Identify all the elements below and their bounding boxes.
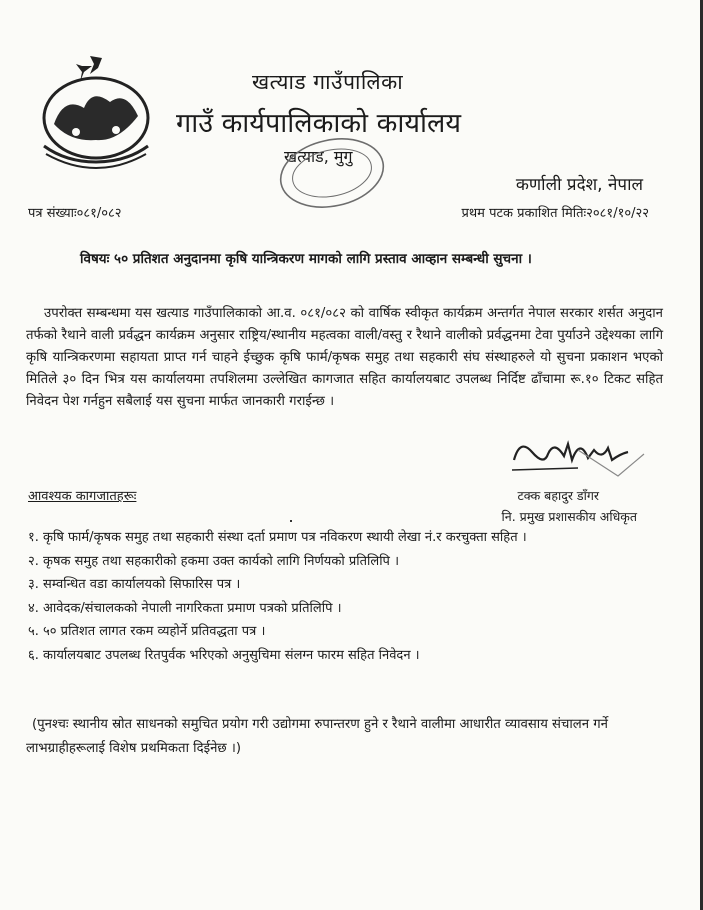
list-item: ३. सम्वन्धित वडा कार्यालयको सिफारिस पत्र । [28,577,241,593]
list-item: २. कृषक समुह तथा सहकारीको हकमा उक्त कार्यको लागि निर्णयको प्रतिलिपि । [28,553,400,569]
list-item: ५. ५० प्रतिशत लागत रकम व्यहोर्ने प्रतिवद्धता पत्र । [28,624,266,640]
office-name: गाउँ कार्यपालिकाको कार्यालय [176,108,461,139]
reference-number: पत्र संख्याः०८१/०८२ [28,206,122,221]
list-item: १. कृषि फार्म/कृषक समुह तथा सहकारी संस्था दर्ता प्रमाण पत्र नविकरण स्थायी लेखा नं.र करचुक्ता सहित । [28,530,527,545]
nepal-emblem-icon [26,50,166,170]
list-item: ६. कार्यालयबाट उपलब्ध रितपुर्वक भरिएको अनुसुचिमा संलग्न फारम सहित निवेदन । [28,647,420,663]
signatory-name: टक्क बहादुर डाँगर [517,488,599,503]
footnote-postscript: (पुनश्चः स्थानीय स्रोत साधनको समुचित प्रयोग गरी उद्योगमा रुपान्तरण हुने र रैथाने वालीमा आधारीत व्यावसाय संचालन गर्ने लाभग्राहीहरूलाई विशेष प्रथमिकता दिईनेछ ।) [26,717,608,756]
required-documents-list [28,527,527,669]
office-stamp [272,133,390,213]
notice-body: उपरोक्त सम्बन्धमा यस खत्याड गाउँपालिकाको आ.व. ०८१/०८२ को वार्षिक स्वीकृत कार्यक्रम अन्तर्गत नेपाल सरकार शर्सत अनुदान तर्फको रैथाने वाली प्रर्वद्धन कार्यक्रम अनुसार राष्ट्रिय/स्थानीय महत्वका वाली/वस्तु र रैथाने वालीको प्रर्वद्धनमा टेवा पुर्याउने उद्देश्यका लागि कृषि यान्त्रिकरणमा सहायता प्राप्त गर्न चाहने ईच्छुक कृषि फार्म/कृषक समुह तथा सहकारी संघ संस्थाहरुले यो सुचना प्रकाशन भएको मितिले ३० दिन भित्र यस कार्यालयमा तपशिलमा उल्लेखित कागजात सहित कार्यालयबाट उपलब्ध निर्दिष्ट ढाँचामा रू.१० टिकट सहित निवेदन पेश गर्नहुन सबैलाई यस सुचना मार्फत जानकारी गराईन्छ । [26,306,663,409]
required-documents-heading: आवश्यक कागजातहरूः [28,489,137,504]
province-name: कर्णाली प्रदेश, नेपाल [515,175,643,195]
ink-mark [290,520,292,522]
signature [508,430,648,486]
municipality-name: खत्याड गाउँपालिका [252,70,404,94]
published-date: प्रथम पटक प्रकाशित मितिः२०८१/१०/२२ [461,206,649,221]
list-item: ४. आवेदक/संचालकको नेपाली नागरिकता प्रमाण पत्रको प्रतिलिपि । [28,600,342,616]
signatory-title: नि. प्रमुख प्रशासकीय अधिकृत [501,509,637,524]
office-location: खत्याड, मुगु [284,147,353,166]
notice-subject: विषयः ५० प्रतिशत अनुदानमा कृषि यान्त्रिकरण मागको लागि प्रस्ताव आव्हान सम्बन्धी सुचना । [80,251,532,267]
